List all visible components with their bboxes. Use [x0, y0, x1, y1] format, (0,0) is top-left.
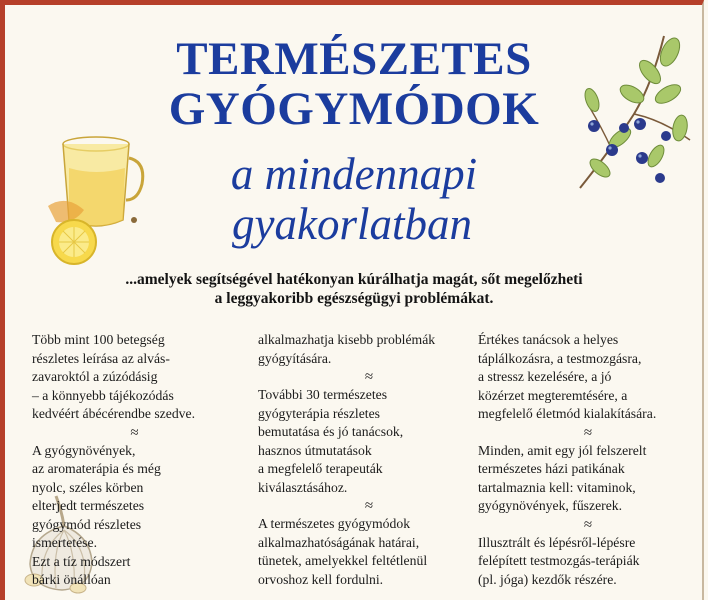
column-line: orvoshoz kell fordulni. — [258, 571, 384, 587]
column-line: – a könnyebb tájékozódás — [32, 387, 174, 403]
section-separator: ≈ — [364, 369, 374, 385]
tagline-line-1: ...amelyek segítségével hatékonyan kúrálhatja magát, sőt megelőzheti — [125, 271, 583, 288]
column-line: tartalmaznia kell: vitaminok, — [478, 479, 636, 495]
column-line: alkalmazhatóságának határai, — [258, 534, 420, 550]
column-line: közérzet megteremtésére, a — [478, 387, 628, 403]
column-line: A természetes gyógymódok — [258, 516, 411, 531]
column-line: az aromaterápia és még — [32, 461, 161, 476]
section-separator: ≈ — [364, 498, 374, 514]
column-line: bárki önállóan — [32, 572, 111, 587]
column-line: természetes házi patikának — [478, 461, 625, 476]
column-line: gyógyítására. — [258, 350, 332, 366]
column-line: További 30 természetes — [258, 387, 388, 402]
subtitle-line-2: gyakorlatban — [232, 199, 472, 249]
title-line-2: GYÓGYMÓDOK — [168, 83, 540, 135]
column-line: elterjedt természetes — [32, 498, 145, 513]
column-line: tünetek, amelyekkel feltétlenül — [258, 553, 428, 568]
column-line: gyógynövények, fűszerek. — [478, 498, 623, 513]
title-line-1: TERMÉSZETES — [176, 33, 532, 85]
column-line: A gyógynövények, — [32, 442, 136, 458]
section-separator: ≈ — [583, 424, 593, 441]
column-line: Értékes tanácsok a helyes — [478, 332, 619, 347]
tagline — [0, 270, 708, 308]
column-line: gyógymód részletes — [32, 516, 142, 532]
column-line: a stressz kezelésére, a jó — [478, 369, 612, 384]
column-line: nyolc, széles körben — [32, 479, 144, 495]
column-line: felépített testmozgás-terápiák — [478, 553, 640, 568]
text-column-3 — [478, 331, 698, 589]
column-line: kiválasztásához. — [258, 479, 348, 495]
column-line: megfelelő életmód kialakítására. — [478, 406, 657, 421]
column-line: bemutatása és jó tanácsok, — [258, 424, 404, 439]
column-line: alkalmazhatja kisebb problémák — [258, 332, 436, 347]
section-separator: ≈ — [130, 424, 139, 441]
column-line: gyógyterápia részletes — [258, 405, 380, 421]
column-line: kedvéért ábécérendbe szedve. — [32, 406, 196, 421]
column-line: Ezt a tíz módszert — [32, 553, 131, 569]
column-line: (pl. jóga) kezdők részére. — [478, 571, 617, 587]
section-separator: ≈ — [583, 516, 593, 533]
column-line: Illusztrált és lépésről-lépésre — [478, 534, 636, 550]
column-line: részletes leírása az alvás- — [32, 350, 170, 366]
subtitle-line-1: a mindennapi — [230, 149, 478, 199]
column-line: zavaroktól a zúzódásig — [32, 369, 158, 384]
text-column-2 — [258, 331, 480, 589]
column-line: a megfelelő terapeuták — [258, 461, 383, 476]
text-column-1 — [32, 331, 237, 590]
column-line: Minden, amit egy jól felszerelt — [478, 442, 647, 458]
column-line: Több mint 100 betegség — [32, 332, 165, 347]
column-line: ismertetése. — [32, 535, 97, 550]
column-line: hasznos útmutatások — [258, 442, 372, 458]
column-line: táplálkozásra, a testmozgásra, — [478, 350, 642, 366]
tagline-line-2: a leggyakoribb egészségügyi problémákat. — [214, 290, 494, 307]
